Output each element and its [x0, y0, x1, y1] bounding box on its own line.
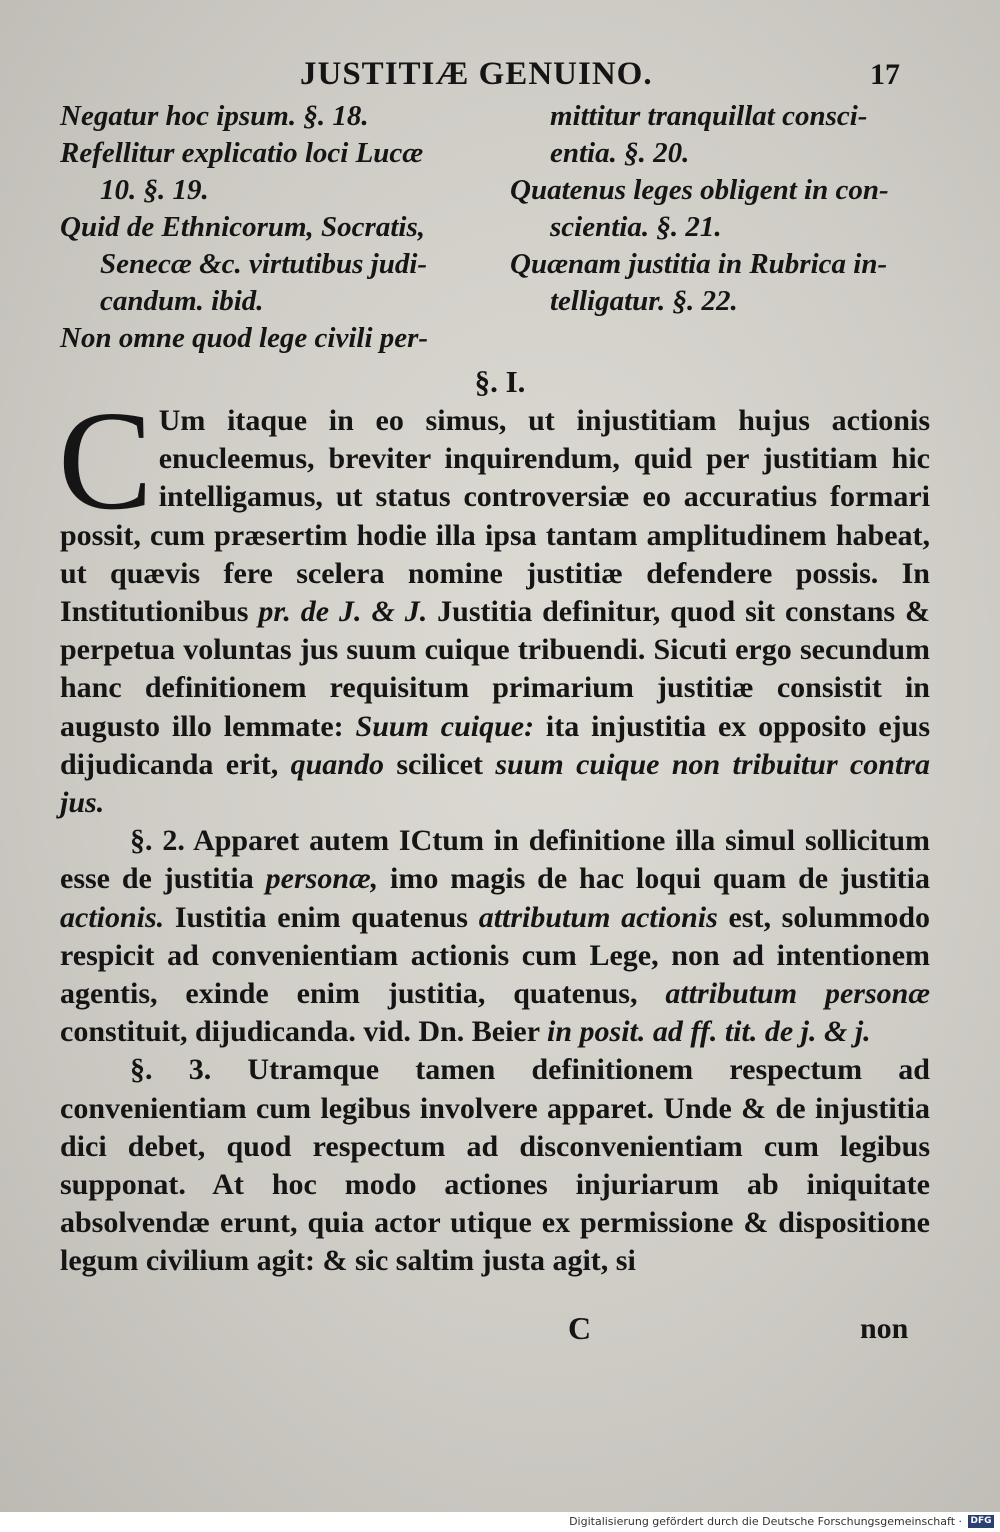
- italic-run: quando: [290, 747, 384, 781]
- page-header: [0, 56, 1000, 96]
- paragraph-3: [60, 1051, 930, 1280]
- signature-line: [0, 1310, 1000, 1350]
- text-run: imo magis de hac loqui quam de justitia: [378, 862, 930, 896]
- summary-line: Refellitur explicatio loci Lucæ: [60, 137, 424, 169]
- summary-line: scientia. §. 21.: [550, 211, 722, 243]
- page-number: 17: [870, 58, 900, 91]
- text-run: ita injustitia ex opposito ejus dijudicanda erit,: [60, 709, 930, 781]
- body-text: [58, 381, 931, 1281]
- summary-line: Senecæ &c. virtutibus judi-: [100, 248, 428, 280]
- text-run: §. 2. Apparet autem ICtum in definitione illa simul sollicitum esse de justitia: [60, 824, 930, 896]
- dfg-logo: DFG: [968, 1515, 994, 1528]
- italic-run: pr. de J. & J.: [258, 595, 428, 629]
- signature-mark: C: [568, 1310, 592, 1346]
- italic-run: personæ,: [265, 862, 379, 896]
- italic-run: Suum cuique:: [355, 709, 535, 743]
- digitization-footer: [0, 1512, 1000, 1532]
- summary-line: telligatur. §. 22.: [550, 285, 738, 317]
- summary-line: mittitur tranquillat consci-: [550, 100, 868, 132]
- summary-right-column: [510, 98, 940, 320]
- italic-run: in posit. ad ff. tit. de j. & j.: [547, 1015, 871, 1049]
- drop-cap: C: [58, 381, 153, 539]
- summary-line: 10. §. 19.: [100, 174, 209, 206]
- text-run: scilicet: [383, 747, 496, 781]
- summary-line: entia. §. 20.: [550, 137, 690, 169]
- text-run: constituit, dijudicanda. vid. Dn. Beier: [60, 1015, 548, 1049]
- summary-line: Quænam justitia in Rubrica in-: [510, 248, 888, 280]
- paragraph-1: [58, 381, 931, 822]
- chapter-summary: [0, 98, 1000, 358]
- italic-run: attributum personæ: [665, 977, 930, 1011]
- text-run: §. 3. Utramque tamen definitionem respectum ad convenientiam cum legibus involvere apparet. Unde & de injustitia dici debet, quod respectum ad disconvenientiam cum legibus supponat. At hoc modo actiones injuriarum ab iniquitate absolvendæ erunt, quia actor utique ex permissione & dispositione legum civilium agit: & sic saltim justa agit, si: [60, 1053, 930, 1278]
- italic-run: attributum actionis: [478, 900, 718, 934]
- summary-line: candum. ibid.: [100, 285, 264, 317]
- text-run: est, solummodo respicit ad convenientiam actionis cum Lege, non ad intentionem agentis, exinde enim justitia, quatenus,: [60, 900, 931, 1011]
- funding-credit: Digitalisierung gefördert durch die Deutsche Forschungsgemeinschaft ·: [569, 1515, 962, 1528]
- text-run: Iustitia enim quatenus: [164, 900, 479, 934]
- running-title: JUSTITIÆ GENUINO.: [300, 56, 653, 92]
- summary-line: Quid de Ethnicorum, Socratis,: [60, 211, 425, 243]
- summary-line: Non omne quod lege civili per-: [60, 322, 429, 354]
- italic-run: suum cuique non tribuitur contra jus.: [60, 747, 931, 820]
- italic-run: actionis.: [60, 900, 165, 934]
- catchword: non: [860, 1312, 909, 1345]
- text-run: Um itaque in eo simus, ut injustitiam hujus actionis enucleemus, breviter inquirendum, quid per justitiam hic intelligamus, ut status controversiæ eo accuratius formari possit, cum præsertim hodie illa ipsa tantam amplitudinem habeat, ut quævis fere scelera nomine justitiæ defendere possis. In Institutionibus: [60, 404, 930, 629]
- text-run: Justitia definitur, quod sit constans & perpetua voluntas jus suum cuique tribuendi. Sicuti ergo secundum hanc definitionem requisitum primarium justitiæ consistit in augusto illo lemmate:: [60, 595, 930, 743]
- summary-line: Quatenus leges obligent in con-: [510, 174, 889, 206]
- section-heading: §. I.: [474, 364, 526, 399]
- summary-left-column: [60, 98, 490, 357]
- summary-line: Negatur hoc ipsum. §. 18.: [60, 100, 369, 132]
- paragraph-2: [60, 822, 930, 1051]
